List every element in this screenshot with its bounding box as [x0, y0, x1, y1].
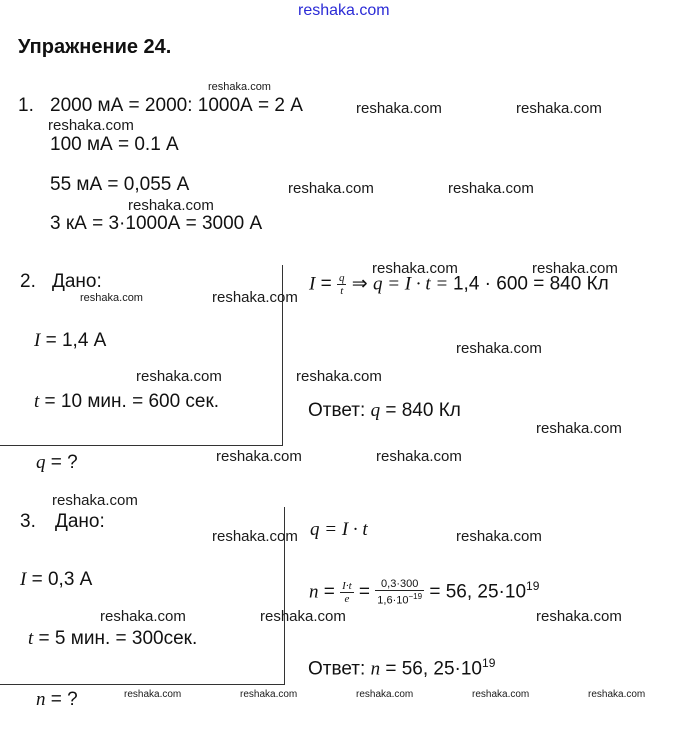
watermark: reshaka.com: [128, 197, 214, 214]
ex2-t-symbol: t: [34, 391, 40, 412]
ex3-f2-result-exp: 19: [526, 579, 540, 594]
watermark: reshaka.com: [588, 689, 646, 700]
ex2-answer-value: = 840 Кл: [380, 400, 461, 421]
ex2-formula-calc: 1,4 · 600 = 840 Кл: [452, 273, 609, 295]
ex3-t-symbol: t: [28, 628, 34, 649]
watermark: reshaka.com: [516, 100, 602, 117]
ex2-find-symbol: q: [36, 452, 46, 473]
watermark: reshaka.com: [372, 260, 458, 277]
watermark: reshaka.com: [48, 117, 134, 134]
watermark: reshaka.com: [356, 689, 414, 700]
ex3-answer-symbol: n: [370, 658, 381, 680]
ex2-given-label: Дано:: [52, 271, 102, 292]
watermark: reshaka.com: [288, 180, 374, 197]
ex3-answer: [308, 656, 495, 680]
ex1-line-1: 2000 мА = 2000: 1000А = 2 А: [50, 95, 303, 116]
ex3-I-symbol: I: [20, 569, 27, 590]
watermark: reshaka.com: [136, 368, 222, 385]
watermark: reshaka.com: [448, 180, 534, 197]
ex3-find-symbol: n: [36, 689, 46, 710]
ex2-frac-den: t: [340, 285, 344, 297]
ex3-f2-frac2-den: [375, 591, 424, 607]
watermark: reshaka.com: [260, 608, 346, 625]
ex3-answer-exp: 19: [482, 656, 496, 670]
ex2-answer-label: Ответ:: [308, 400, 371, 421]
ex1-line-3: 55 мА = 0,055 А: [50, 174, 190, 195]
ex3-given-divider: [0, 684, 285, 685]
ex3-f2-result-base: = 56, 25·10: [424, 581, 527, 603]
watermark: reshaka.com: [52, 492, 138, 509]
ex3-f2-eq2: =: [353, 581, 376, 603]
ex2-find-value: = ?: [45, 452, 78, 473]
watermark: reshaka.com: [532, 260, 618, 277]
watermark: reshaka.com: [472, 689, 530, 700]
page-title: Упражнение 24.: [18, 36, 172, 58]
ex2-given-t: [34, 391, 219, 413]
ex3-f2-frac2: [375, 578, 424, 607]
watermark: reshaka.com: [296, 368, 382, 385]
ex2-find: [36, 452, 78, 474]
ex2-answer: [308, 400, 461, 422]
ex3-f2-eq: =: [318, 581, 341, 603]
ex3-f2-frac2-den-exp: −19: [408, 592, 423, 601]
watermark: reshaka.com: [80, 292, 143, 304]
watermark: reshaka.com: [124, 689, 182, 700]
ex3-f2-frac2-den-base: 1,6·10: [377, 594, 409, 607]
ex3-t-value: = 5 мин. = 300сек.: [33, 628, 198, 649]
ex3-f2-frac2-num: 0,3·300: [375, 578, 424, 591]
watermark: reshaka.com: [536, 420, 622, 437]
ex1-number: 1.: [18, 95, 34, 116]
watermark: reshaka.com: [376, 448, 462, 465]
ex2-formula-lhs: I: [309, 273, 316, 295]
ex1-line-4: 3 кА = 3·1000А = 3000 А: [50, 213, 263, 234]
ex3-f2-frac1: [340, 580, 353, 605]
ex3-find: [36, 689, 78, 711]
watermark: reshaka.com: [240, 689, 298, 700]
ex3-answer-value: = 56, 25·10: [380, 658, 483, 680]
ex2-formula-eq: =: [315, 273, 337, 295]
watermark: reshaka.com: [212, 528, 298, 545]
ex2-answer-symbol: q: [370, 400, 381, 421]
watermark: reshaka.com: [356, 100, 442, 117]
ex2-given-I: [34, 330, 106, 352]
ex2-I-value: = 1,4 А: [40, 330, 107, 351]
watermark: reshaka.com: [456, 340, 542, 357]
ex3-I-value: = 0,3 А: [26, 569, 93, 590]
ex2-I-symbol: I: [34, 330, 41, 351]
watermark: reshaka.com: [208, 81, 271, 93]
watermark: reshaka.com: [536, 608, 622, 625]
ex2-formula-rhs: q = I · t =: [372, 273, 453, 295]
ex3-formula-2: [309, 578, 539, 607]
ex3-f2-frac1-den: e: [344, 592, 350, 605]
ex3-find-value: = ?: [45, 689, 78, 710]
ex3-given-I: [20, 569, 92, 591]
ex3-f2-lhs: n: [309, 581, 319, 603]
ex3-formula-1: q = I · t: [310, 519, 368, 540]
ex2-t-value: = 10 мин. = 600 сек.: [39, 391, 220, 412]
header-watermark: reshaka.com: [298, 2, 390, 19]
ex3-given-t: [28, 628, 197, 650]
watermark: reshaka.com: [100, 608, 186, 625]
ex3-number: 3.: [20, 511, 36, 532]
watermark: reshaka.com: [212, 289, 298, 306]
ex2-formula-implies: ⇒: [346, 273, 373, 295]
ex2-frac-num: q: [338, 272, 345, 284]
ex2-number: 2.: [20, 271, 36, 292]
watermark: reshaka.com: [456, 528, 542, 545]
ex2-given-divider: [0, 445, 283, 446]
ex1-line-2: 100 мА = 0.1 А: [50, 134, 179, 155]
ex3-f2-frac1-num: I·t: [342, 579, 352, 592]
ex3-answer-label: Ответ:: [308, 658, 371, 680]
ex3-given-label: Дано:: [55, 511, 105, 532]
watermark: reshaka.com: [216, 448, 302, 465]
